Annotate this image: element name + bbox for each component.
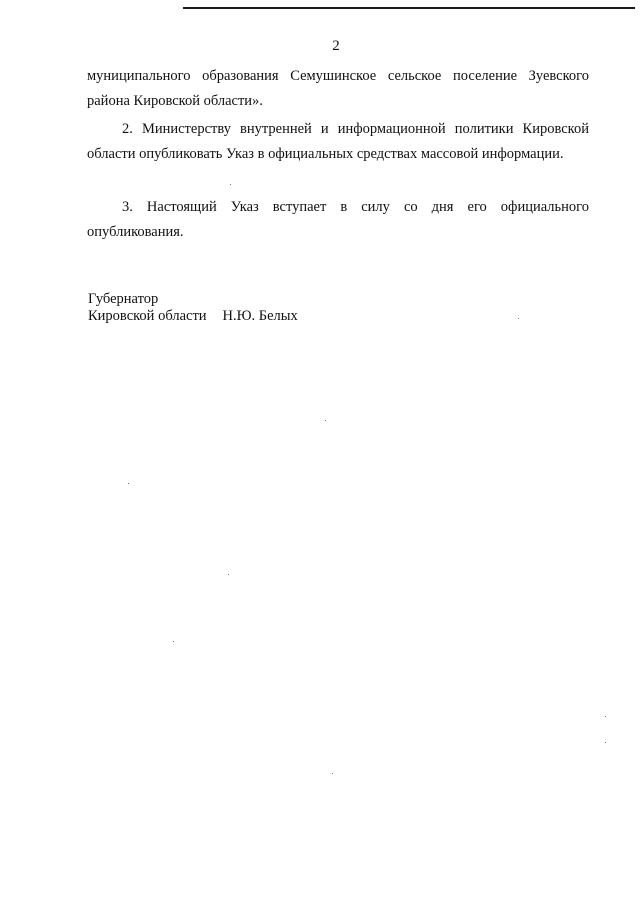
- scan-speck: [325, 420, 326, 421]
- scan-speck: [173, 641, 174, 642]
- scan-speck: [228, 574, 229, 575]
- page-number: 2: [332, 38, 340, 54]
- paragraph-continuation: муниципального образования Семушинское сельское поселение Зуевского района Кировской области».: [87, 68, 589, 109]
- signature-region: Кировской области: [88, 308, 207, 324]
- signature-line: [88, 308, 298, 325]
- paragraph-item-2: 2. Министерству внутренней и информационной политики Кировской области опубликовать Указ в официальных средствах массовой информации.: [87, 121, 589, 162]
- scan-speck: [518, 318, 519, 319]
- signature-block: [88, 291, 298, 325]
- top-rule: [183, 7, 635, 9]
- scan-speck: [332, 773, 333, 774]
- signature-title: Губернатор: [88, 291, 159, 307]
- scan-speck: [230, 184, 231, 185]
- scan-speck: [128, 483, 129, 484]
- scan-speck: [605, 742, 606, 743]
- scan-speck: [605, 716, 606, 717]
- signature-name: Н.Ю. Белых: [222, 308, 298, 324]
- paragraph-item-3: 3. Настоящий Указ вступает в силу со дня его официального опубликования.: [87, 199, 589, 240]
